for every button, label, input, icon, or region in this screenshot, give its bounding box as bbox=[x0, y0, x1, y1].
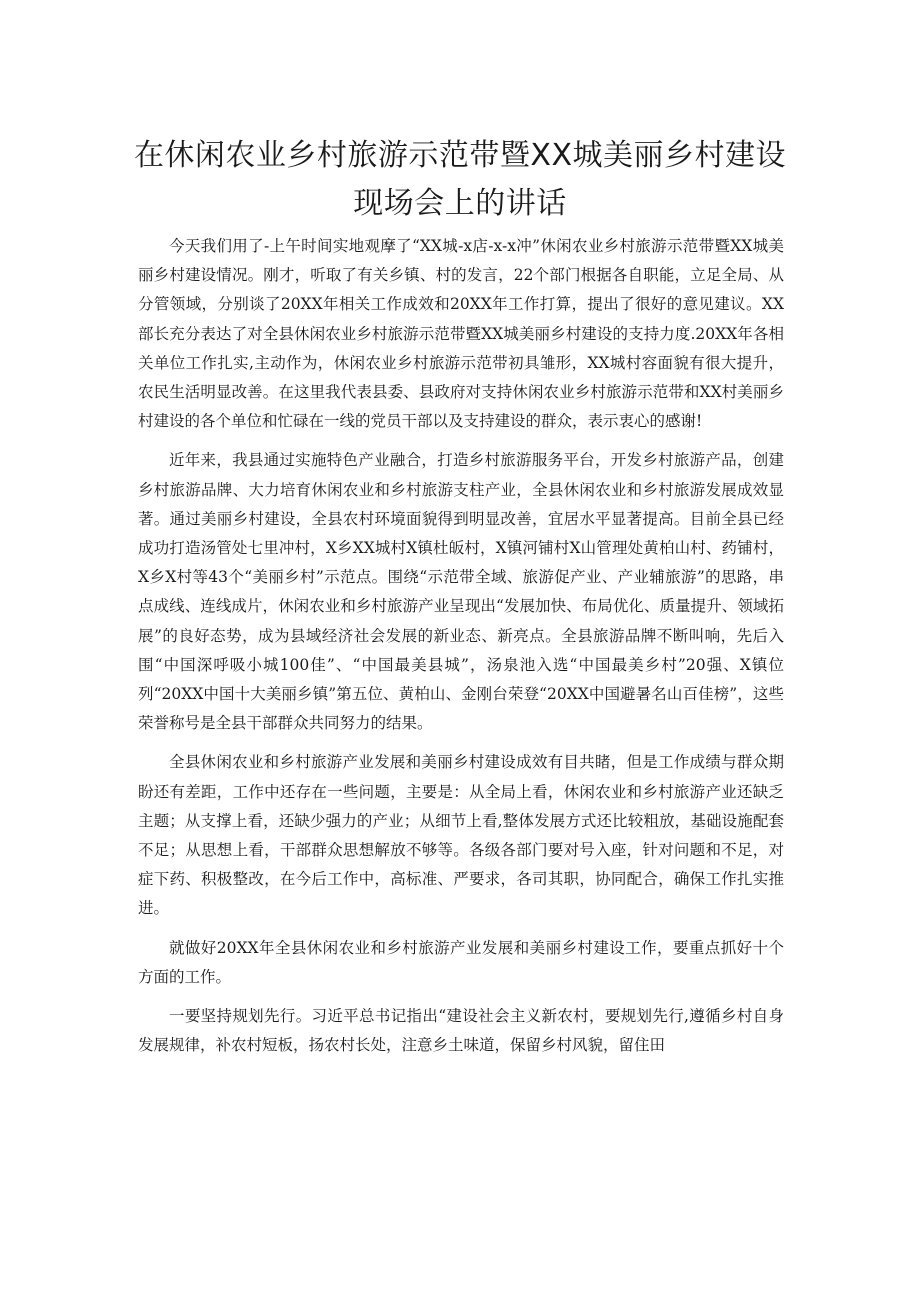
paragraph-5: 一要坚持规划先行。习近平总书记指出“建设社会主义新农村，要规划先行,遵循乡村自身发展规律，补农村短板，扬农村长处，注意乡土味道，保留乡村风貌，留住田 bbox=[138, 1007, 784, 1055]
paragraph-4: 就做好20XX年全县休闲农业和乡村旅游产业发展和美丽乡村建设工作，要重点抓好十个方面的工作。 bbox=[138, 938, 784, 986]
document-title: 在休闲农业乡村旅游示范带暨XX城美丽乡村建设现场会上的讲话 bbox=[133, 138, 787, 221]
paragraph-2: 近年来，我县通过实施特色产业融合，打造乡村旅游服务平台，开发乡村旅游产品，创建乡村旅游品牌、大力培育休闲农业和乡村旅游支柱产业，全县休闲农业和乡村旅游发展成效显著。通过美丽乡村建设，全县农村环境面貌得到明显改善，宜居水平显著提高。目前全县已经成功打造汤管处七里冲村，X乡XX城村X镇杜皈村，X镇河铺村X山管理处黄柏山村、药铺村，X乡X村等43个“美丽乡村”示范点。围绕“示范带全域、旅游促产业、产业辅旅游”的思路，串点成线、连线成片，休闲农业和乡村旅游产业呈现出“发展加快、布局优化、质量提升、领域拓展”的良好态势，成为县域经济社会发展的新业态、新亮点。全县旅游品牌不断叫响，先后入围“中国深呼吸小城100佳”、“中国最美县城”，汤泉池入选“中国最美乡村”20强、X镇位列“20XX中国十大美丽乡镇”第五位、黄柏山、金刚台荣登“20XX中国避暑名山百佳榜”，这些荣誉称号是全县干部群众共同努力的结果。 bbox=[138, 451, 784, 733]
paragraph-3: 全县休闲农业和乡村旅游产业发展和美丽乡村建设成效有目共睹，但是工作成绩与群众期盼还有差距，工作中还存在一些问题，主要是：从全局上看，休闲农业和乡村旅游产业还缺乏主题；从支撑上看，还缺少强力的产业；从细节上看,整体发展方式还比较粗放，基础设施配套不足；从思想上看，干部群众思想解放不够等。各级各部门要对号入座，针对问题和不足，对症下药、积极整改，在今后工作中，高标准、严要求，各司其职，协同配合，确保工作扎实推进。 bbox=[138, 753, 784, 918]
document-body bbox=[138, 232, 784, 1070]
paragraph-1: 今天我们用了-上午时间实地观摩了“XX城-x店-x-x冲”休闲农业乡村旅游示范带暨XX城美丽乡村建设情况。刚才，听取了有关乡镇、村的发言，22个部门根据各自职能，立足全局、从分管领域，分别谈了20XX年相关工作成效和20XX年工作打算，提出了很好的意见建议。XX部长充分表达了对全县休闲农业乡村旅游示范带暨XX城美丽乡村建设的支持力度.20XX年各相关单位工作扎实,主动作为，休闲农业乡村旅游示范带初具雏形，XX城村容面貌有很大提升，农民生活明显改善。在这里我代表县委、县政府对支持休闲农业乡村旅游示范带和XX村美丽乡村建设的各个单位和忙碌在一线的党员干部以及支持建设的群众，表示衷心的感谢! bbox=[138, 237, 784, 431]
